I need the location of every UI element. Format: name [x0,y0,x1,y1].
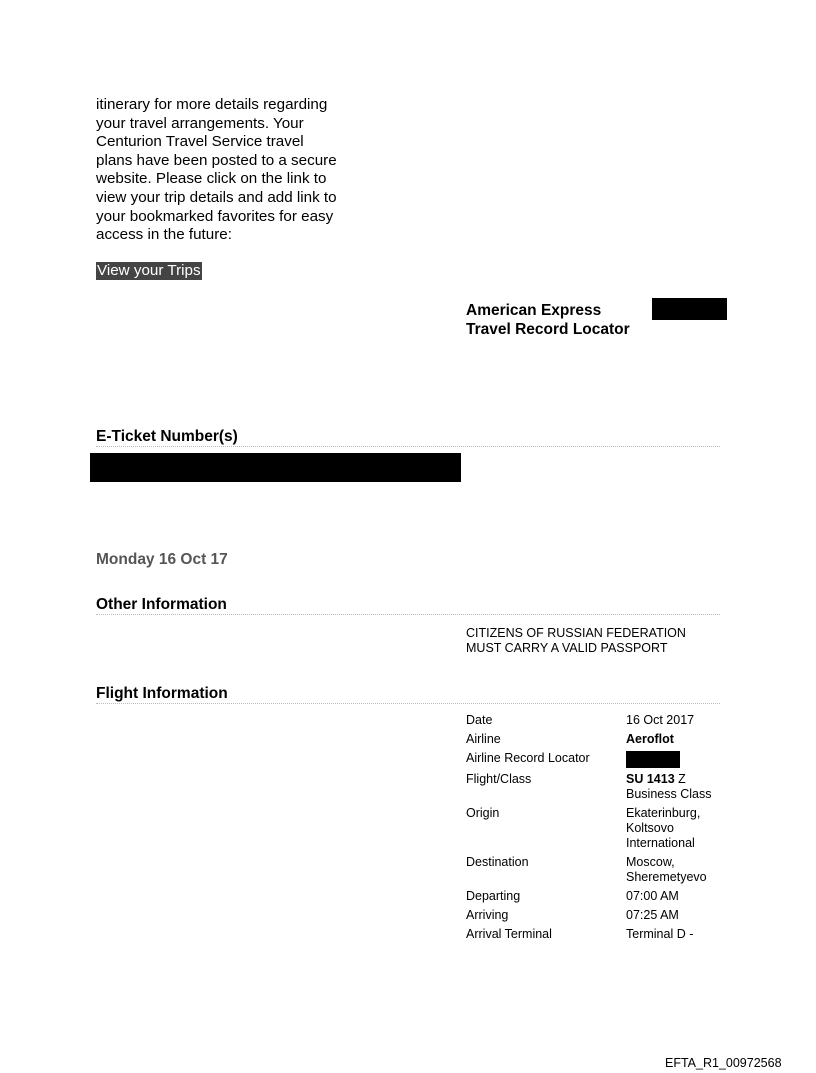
flight-number: SU 1413 [626,772,675,786]
destination-line: Sheremetyevo [626,870,707,884]
flight-details-table [463,712,714,945]
table-row [463,907,714,926]
destination-value [623,854,714,888]
table-row [463,712,714,731]
airline-label: Airline [466,732,501,746]
destination-label: Destination [466,855,529,869]
redaction-record-locator [652,298,727,320]
destination-line: Moscow, [626,855,675,869]
view-trips-link[interactable]: View your Trips [97,262,201,279]
document-id: EFTA_R1_00972568 [665,1056,782,1070]
flight-class-value [623,771,714,805]
day-heading: Monday 16 Oct 17 [96,551,228,568]
intro-line: your travel arrangements. Your [96,114,304,132]
arrival-terminal-value: Terminal D - [626,927,694,941]
table-row [463,771,714,805]
table-row [463,805,714,854]
class-code: Z [678,772,686,786]
intro-line: access in the future: [96,226,232,244]
date-value: 16 Oct 2017 [626,713,695,727]
intro-line: your bookmarked favorites for easy [96,207,334,225]
airline-locator-label: Airline Record Locator [466,751,590,765]
intro-line: website. Please click on the link to [96,170,327,188]
table-row [463,854,714,888]
intro-paragraph [96,96,361,245]
origin-label: Origin [466,806,500,820]
departing-value: 07:00 AM [626,889,679,903]
intro-line: plans have been posted to a secure [96,151,337,169]
notice-line2: MUST CARRY A VALID PASSPORT [466,641,668,655]
table-row [463,926,714,945]
origin-value [623,805,714,854]
table-row [463,750,714,771]
origin-line: Koltsovo [626,821,674,835]
intro-line: Centurion Travel Service travel [96,133,304,151]
record-locator-line1: American Express [466,302,602,319]
other-info-heading: Other Information [96,596,720,615]
arrival-terminal-label: Arrival Terminal [466,927,552,941]
departing-label: Departing [466,889,521,903]
origin-line: Ekaterinburg, [626,806,701,820]
class-name: Business Class [626,787,712,801]
intro-line: view your trip details and add link to [96,188,337,206]
origin-line: International [626,836,695,850]
arriving-value: 07:25 AM [626,908,679,922]
airline-value: Aeroflot [626,732,674,746]
passport-notice [466,626,686,656]
table-row [463,888,714,907]
record-locator-line2: Travel Record Locator [466,321,630,338]
arriving-label: Arriving [466,908,509,922]
redaction-airline-locator [626,751,680,768]
date-label: Date [466,713,493,727]
intro-line: itinerary for more details regarding [96,96,328,113]
table-row [463,731,714,750]
record-locator-label [466,301,630,339]
flight-info-heading: Flight Information [96,685,720,704]
eticket-heading: E-Ticket Number(s) [96,428,720,447]
airline-locator-value [623,750,714,771]
notice-line1: CITIZENS OF RUSSIAN FEDERATION [466,626,686,640]
flight-class-label: Flight/Class [466,772,532,786]
redaction-eticket-numbers [90,453,461,482]
